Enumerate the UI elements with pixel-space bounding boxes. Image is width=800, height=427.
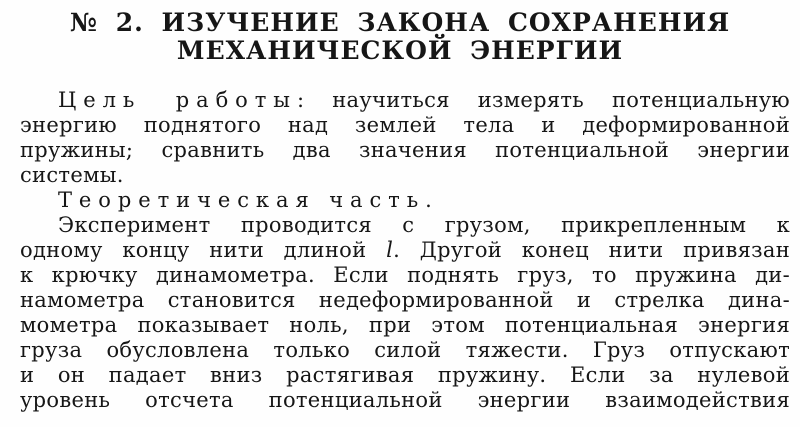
text-segment-normal: пружины; сравнить два значения потенциальной энергии xyxy=(20,138,790,162)
text-segment-normal: груза обусловлена только силой тяжести. Груз отпускают xyxy=(20,338,790,362)
text-segment-normal: энергию поднятого над землей тела и деформированной xyxy=(20,113,790,137)
text-segment-normal: одному концу нити длиной xyxy=(20,238,387,262)
text-segment-normal: Эксперимент проводится с грузом, прикрепленным к xyxy=(58,213,790,237)
page-title xyxy=(0,0,800,65)
text-line xyxy=(20,388,790,413)
text-line xyxy=(20,263,790,288)
text-segment-normal: к крючку динамометра. Если поднять груз, то пружина ди- xyxy=(20,263,790,287)
body-text xyxy=(20,88,790,413)
text-line xyxy=(20,238,790,263)
text-line xyxy=(20,188,790,213)
text-line xyxy=(20,288,790,313)
text-segment-normal: системы. xyxy=(20,163,124,187)
text-segment-normal: . Другой конец нити привязан xyxy=(393,238,790,262)
text-segment-normal: и он падает вниз растягивая пружину. Если за нулевой xyxy=(20,363,790,387)
text-line xyxy=(20,113,790,138)
text-segment-spaced: Теоретическая часть. xyxy=(58,188,439,212)
text-segment-normal: : научиться измерять потенциальную xyxy=(296,88,790,112)
text-line xyxy=(20,138,790,163)
text-segment-spaced: Цель работы xyxy=(58,88,297,112)
text-line xyxy=(20,363,790,388)
text-segment-normal: намометра становится недеформированной и стрелка дина- xyxy=(20,288,790,312)
text-line xyxy=(20,313,790,338)
text-segment-normal: мометра показывает ноль, при этом потенциальная энергия xyxy=(20,313,790,337)
text-segment-normal: уровень отсчета потенциальной энергии взаимодействия xyxy=(20,388,790,412)
text-line xyxy=(20,163,790,188)
page-title-line-1: № 2. ИЗУЧЕНИЕ ЗАКОНА СОХРАНЕНИЯ xyxy=(69,8,731,37)
text-line xyxy=(20,338,790,363)
text-line xyxy=(20,213,790,238)
text-line xyxy=(20,88,790,113)
text-segment-italic: l xyxy=(386,238,394,262)
page-title-line-2: МЕХАНИЧЕСКОЙ ЭНЕРГИИ xyxy=(176,36,624,65)
